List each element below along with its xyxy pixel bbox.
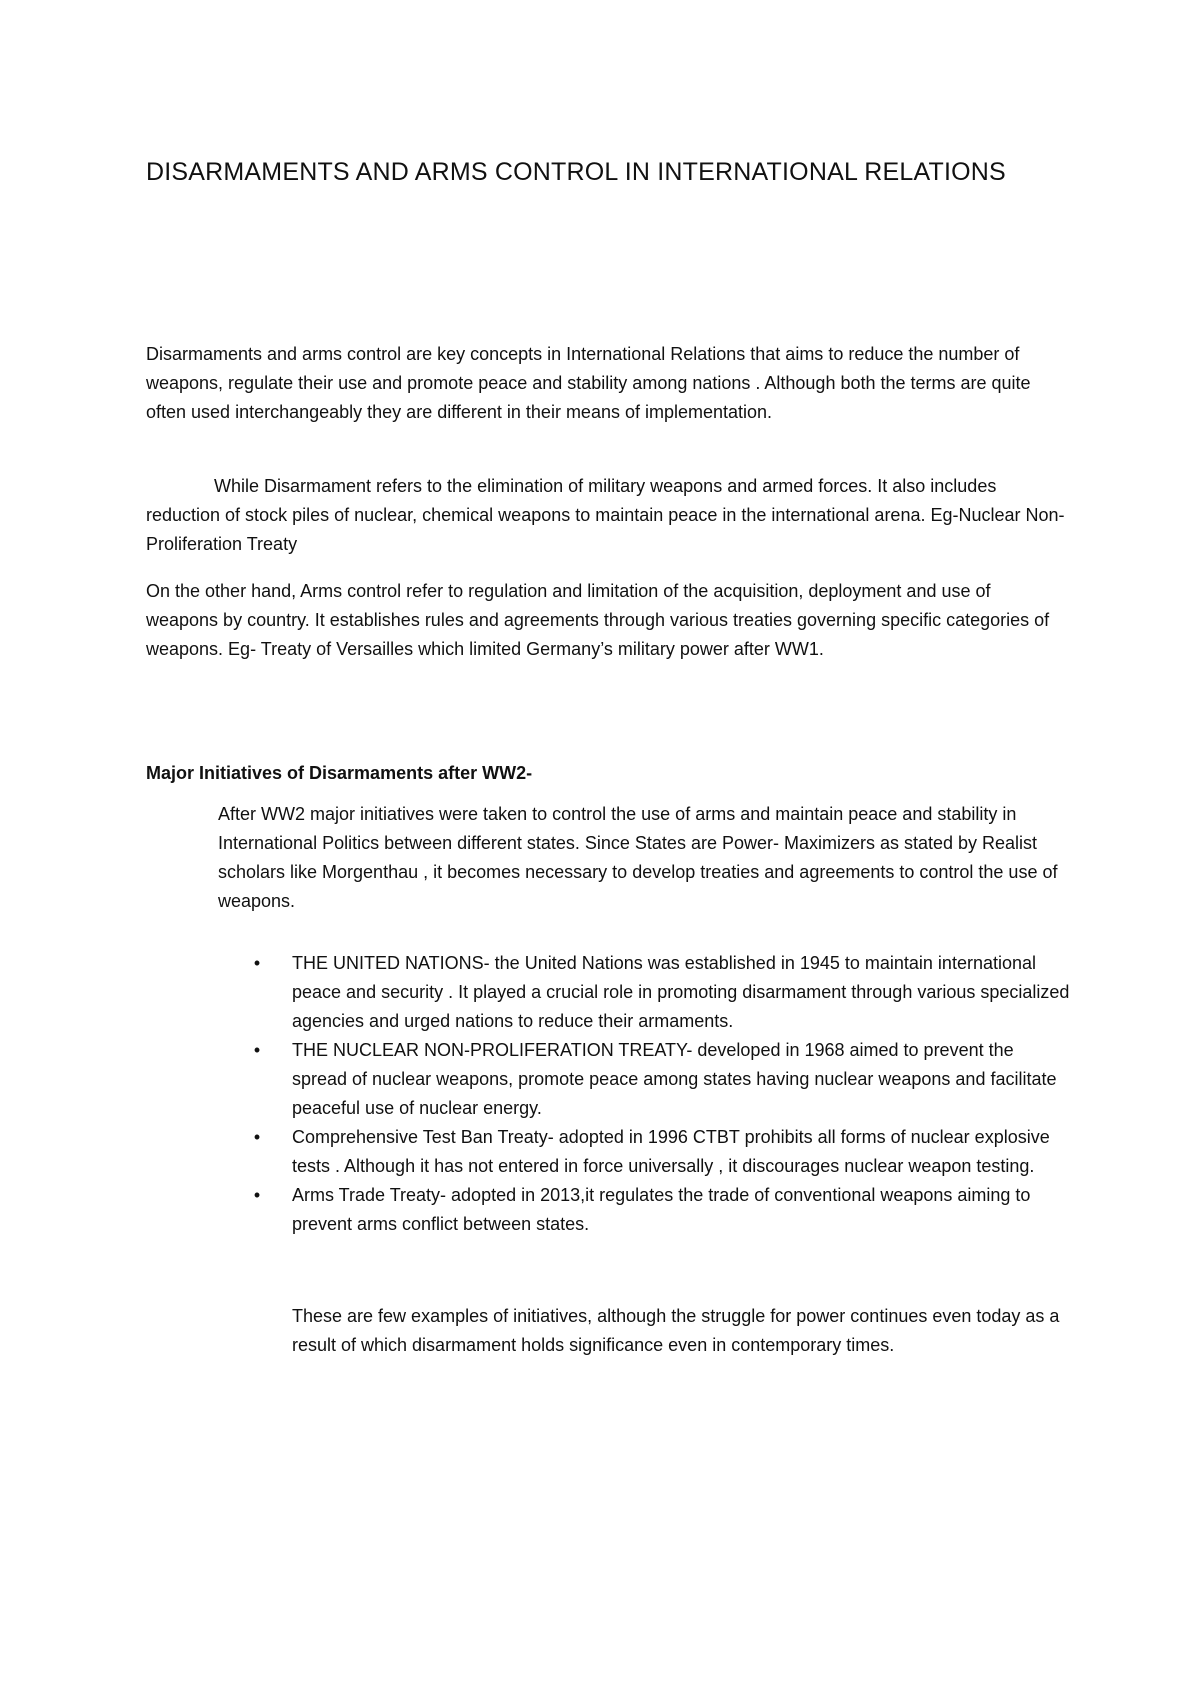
list-item bbox=[253, 1123, 1072, 1181]
bullet-icon: • bbox=[253, 1040, 261, 1060]
intro-paragraph: Disarmaments and arms control are key concepts in International Relations that aims to reduce the number of weapons, regulate their use and promote peace and stability among nations . Although both the terms are quite often used interchangeably they are different in their means of implementation. bbox=[146, 344, 1031, 422]
arms-control-definition-paragraph: On the other hand, Arms control refer to regulation and limitation of the acquisition, deployment and use of weapons by country. It establishes rules and agreements through various treaties governing specific categories of weapons. Eg- Treaty of Versailles which limited Germany’s military power after WW1. bbox=[146, 581, 1050, 659]
closing-paragraph: These are few examples of initiatives, although the struggle for power continues even today as a result of which disarmament holds significance even in contemporary times. bbox=[292, 1306, 1060, 1355]
bullet-icon: • bbox=[253, 1185, 261, 1205]
list-item-text: Comprehensive Test Ban Treaty- adopted in 1996 CTBT prohibits all forms of nuclear explosive tests . Although it has not entered in force universally , it discourages nuclear weapon testing. bbox=[292, 1127, 1050, 1176]
section-intro-paragraph: After WW2 major initiatives were taken to control the use of arms and maintain peace and stability in International Politics between different states. Since States are Power- Maximizers as stated by Realist scholars like Morgenthau , it becomes necessary to develop treaties and agreements to control the use of weapons. bbox=[218, 804, 1058, 911]
document-title: DISARMAMENTS AND ARMS CONTROL IN INTERNATIONAL RELATIONS bbox=[146, 158, 1006, 186]
list-item-text: THE NUCLEAR NON-PROLIFERATION TREATY- developed in 1968 aimed to prevent the spread of nuclear weapons, promote peace among states having nuclear weapons and facilitate peaceful use of nuclear energy. bbox=[292, 1040, 1057, 1118]
bullet-icon: • bbox=[253, 1127, 261, 1147]
disarmament-definition-paragraph: While Disarmament refers to the elimination of military weapons and armed forces. It also includes reduction of stock piles of nuclear, chemical weapons to maintain peace in the international arena. Eg-Nuclear Non-Proliferation Treaty bbox=[146, 476, 1065, 554]
bullet-icon: • bbox=[253, 953, 261, 973]
list-item bbox=[253, 949, 1072, 1036]
list-item-text: Arms Trade Treaty- adopted in 2013,it regulates the trade of conventional weapons aiming to prevent arms conflict between states. bbox=[292, 1185, 1031, 1234]
list-item bbox=[253, 1036, 1072, 1123]
initiatives-list bbox=[253, 949, 1072, 1239]
list-item bbox=[253, 1181, 1072, 1239]
list-item-text: THE UNITED NATIONS- the United Nations was established in 1945 to maintain international peace and security . It played a crucial role in promoting disarmament through various specialized agencies and urged nations to reduce their armaments. bbox=[292, 953, 1070, 1031]
section-heading: Major Initiatives of Disarmaments after WW2- bbox=[146, 763, 533, 783]
